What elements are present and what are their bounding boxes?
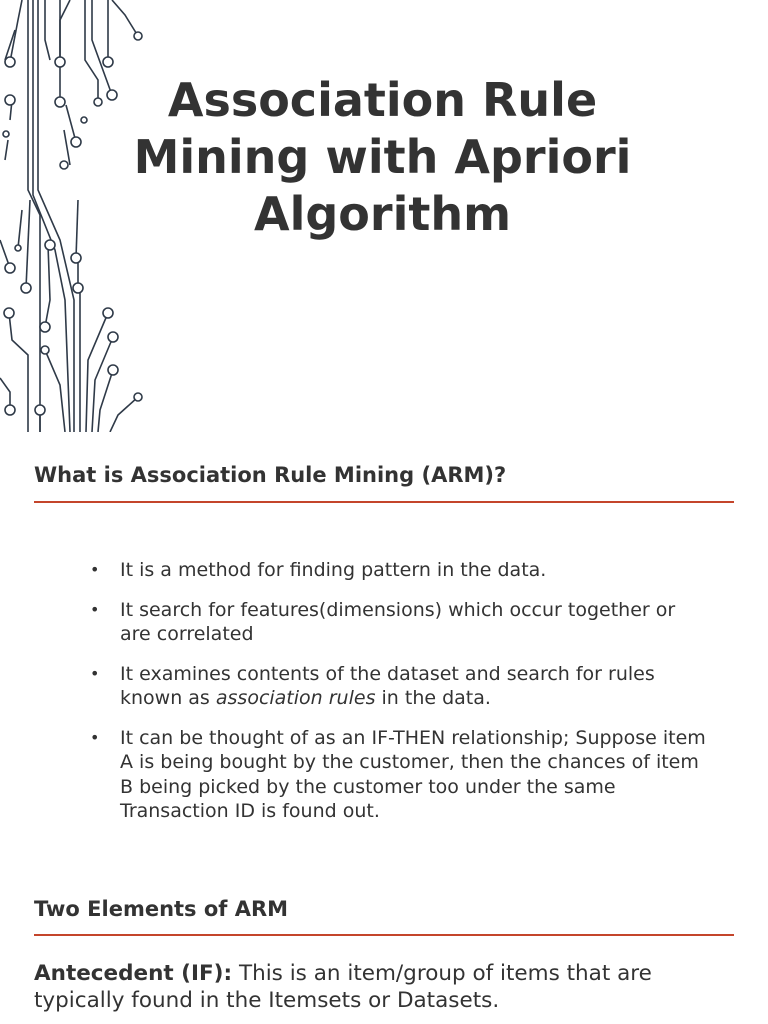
antecedent-text: This is an item/group of items that are typically found in the Itemsets or Datasets. [34, 961, 652, 1013]
bullet-icon: • [90, 663, 100, 683]
definition-bullet-list [88, 558, 708, 839]
list-item [88, 726, 708, 824]
bullet-text: It is a method for finding pattern in the data. [120, 559, 547, 581]
section-divider-2 [34, 934, 734, 936]
bullet-icon: • [90, 560, 100, 579]
antecedent-label: Antecedent (IF): [34, 961, 233, 986]
bullet-text: It can be thought of as an IF-THEN relationship; Suppose item A is being bought by the customer, then the chances of item B being picked by the customer too under the same Transaction ID is found out. [120, 726, 706, 822]
title-line-2: Mining with Apriori [133, 130, 632, 184]
list-item [88, 558, 708, 583]
document-title [105, 72, 660, 243]
section-heading-what-is-arm: What is Association Rule Mining (ARM)? [34, 463, 507, 487]
list-item [88, 598, 708, 647]
bullet-text: It search for features(dimensions) which occur together or are correlated [120, 598, 676, 645]
section-divider-1 [34, 501, 734, 503]
bullet-text-before: It examines contents of the dataset and search for rules known as [120, 662, 655, 709]
bullet-text-after: in the data. [375, 687, 491, 709]
title-line-3: Algorithm [253, 187, 512, 241]
section-heading-two-elements: Two Elements of ARM [34, 897, 289, 921]
bullet-icon: • [90, 727, 100, 747]
bullet-icon: • [90, 599, 100, 619]
antecedent-paragraph [34, 960, 734, 1014]
list-item [88, 662, 708, 711]
title-line-1: Association Rule [167, 73, 598, 127]
bullet-italic-term: association rules [215, 687, 376, 709]
